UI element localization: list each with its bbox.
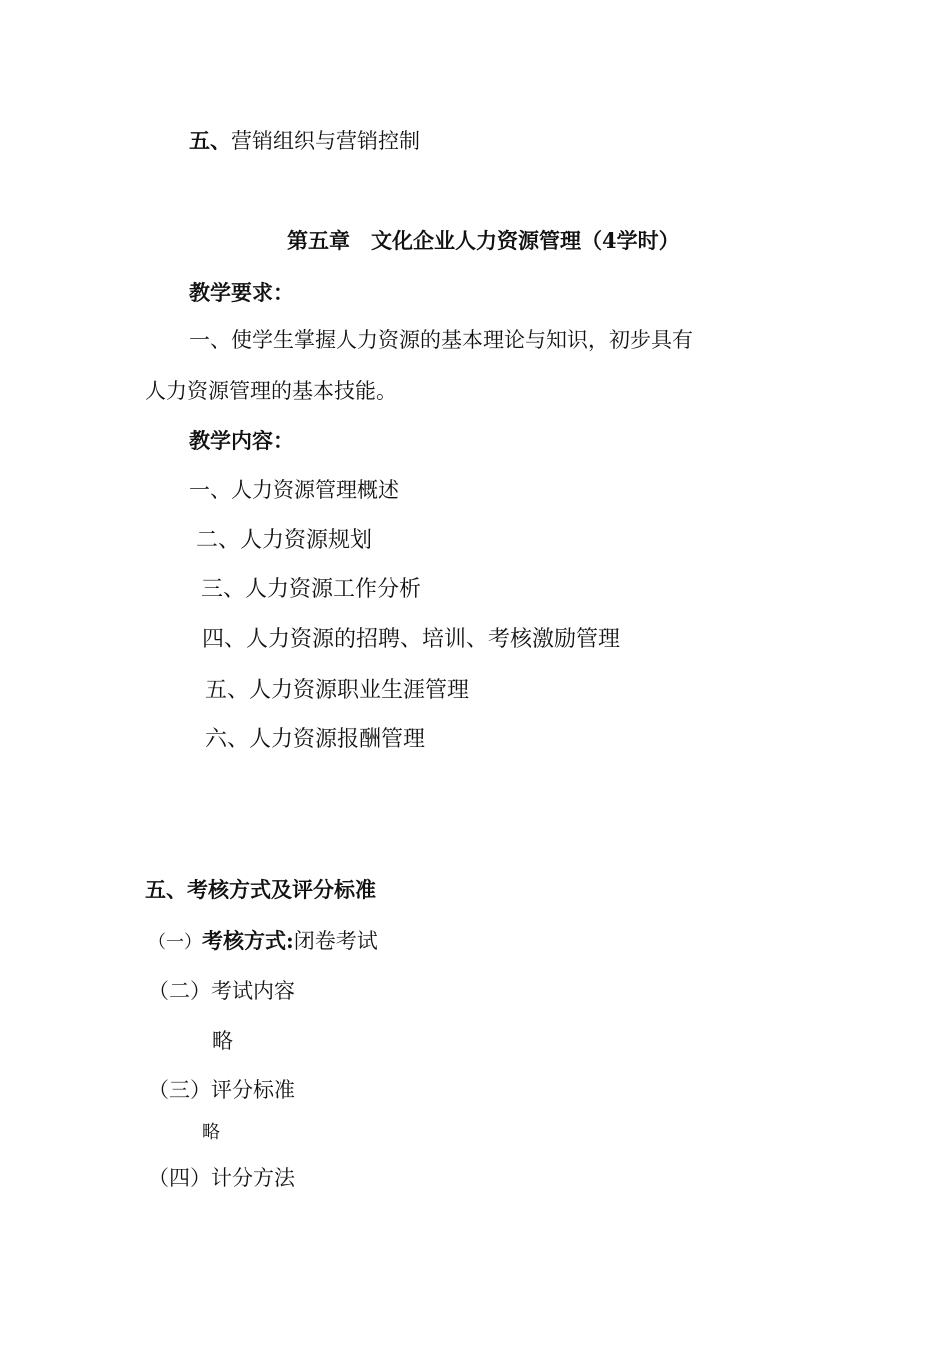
- requirement-line-2: 人力资源管理的基本技能。: [145, 379, 397, 403]
- content-item: 四、人力资源的招聘、培训、考核激励管理: [202, 627, 621, 652]
- exam-content-value: 略: [212, 1029, 233, 1053]
- assessment-method: [148, 927, 378, 957]
- teaching-requirements-heading: 教学要求：: [189, 280, 294, 305]
- scoring-method-label: （四）计分方法: [148, 1166, 295, 1190]
- assessment-heading: 五、考核方式及评分标准: [145, 877, 376, 902]
- item-number: 五、: [189, 128, 231, 153]
- previous-section-item: [189, 127, 420, 155]
- content-item: 三、人力资源工作分析: [201, 577, 422, 602]
- content-item: 二、人力资源规划: [196, 528, 373, 553]
- exam-content-label: （二）考试内容: [148, 979, 295, 1003]
- method-prefix: （一）: [148, 932, 202, 953]
- method-label: 考核方式:: [202, 928, 294, 953]
- scoring-criteria-value: 略: [202, 1122, 220, 1143]
- scoring-criteria-label: （三）评分标准: [148, 1078, 295, 1102]
- teaching-content-heading: 教学内容：: [189, 428, 294, 453]
- item-text: 营销组织与营销控制: [231, 129, 420, 153]
- content-item: 五、人力资源职业生涯管理: [205, 678, 470, 703]
- chapter-title: 第五章 文化企业人力资源管理（4学时）: [287, 228, 680, 253]
- content-item: 六、人力资源报酬管理: [205, 727, 426, 752]
- requirement-line-1: 一、使学生掌握人力资源的基本理论与知识，初步具有: [189, 328, 693, 352]
- content-item: 一、人力资源管理概述: [189, 478, 399, 502]
- method-value: 闭卷考试: [293, 929, 378, 953]
